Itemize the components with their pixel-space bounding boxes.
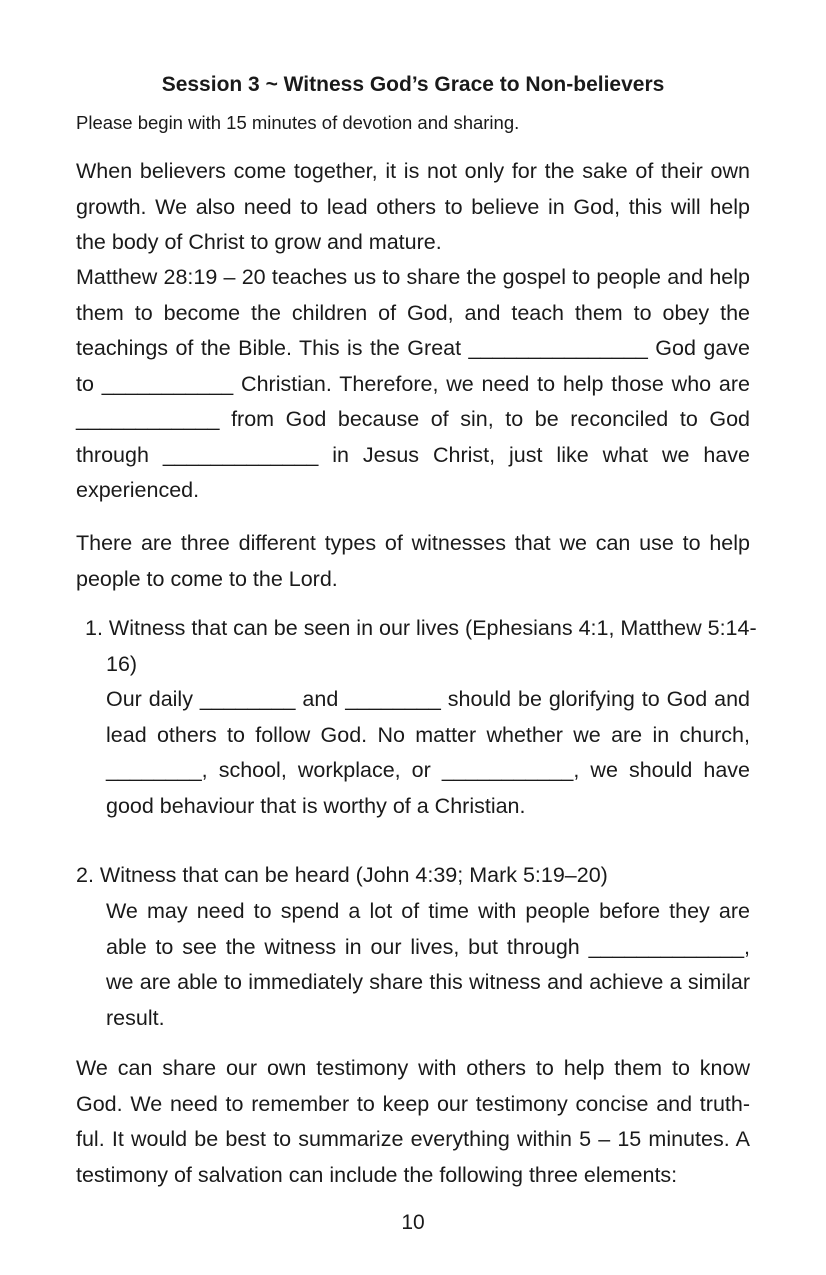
session-title: Session 3 ~ Witness God’s Grace to Non-believers [161, 73, 665, 96]
intro-paragraph-2: Matthew 28:19 – 20 teaches us to share the gospel to people and help them to become the children of God, and teach them to obey the teachings of the Bible. This is the Great _______________ God gave to ___________ Christian. Therefore, we need to help those who are ____________ from God because of sin, to be reconciled to God through _____________ in Jesus Christ, just like what we have experienced. [76, 265, 750, 502]
intro-paragraph-1: When believers come together, it is not only for the sake of their own growth. We also need to lead others to believe in God, this will help the body of Christ to grow and mature. [76, 159, 750, 254]
witness-types-intro: There are three different types of witnesses that we can use to help people to come to the Lord. [76, 531, 750, 591]
page-number: 10 [401, 1211, 425, 1234]
closing-paragraph: We can share our own testimony with others to help them to know God. We need to remember to keep our testimony concise and truth-ful. It would be best to summarize everything within 5 – 15 minutes. A testimony of salvation can include the following three elements: [76, 1056, 750, 1187]
witness-item-1-heading: 1. Witness that can be seen in our lives (Ephesians 4:1, Matthew 5:14-16) [85, 616, 757, 676]
session-instruction: Please begin with 15 minutes of devotion and sharing. [76, 112, 520, 133]
witness-item-2-body: We may need to spend a lot of time with people before they are able to see the witness in our lives, but through _____________, we are able to immediately share this witness and achieve a similar result. [106, 899, 750, 1030]
witness-item-1-body: Our daily ________ and ________ should be glorifying to God and lead others to follow God. No matter whether we are in church, ________, school, workplace, or ___________, we should have good behaviour that is worthy of a Christian. [106, 687, 750, 818]
witness-item-2-heading: 2. Witness that can be heard (John 4:39; Mark 5:19–20) [76, 863, 608, 887]
